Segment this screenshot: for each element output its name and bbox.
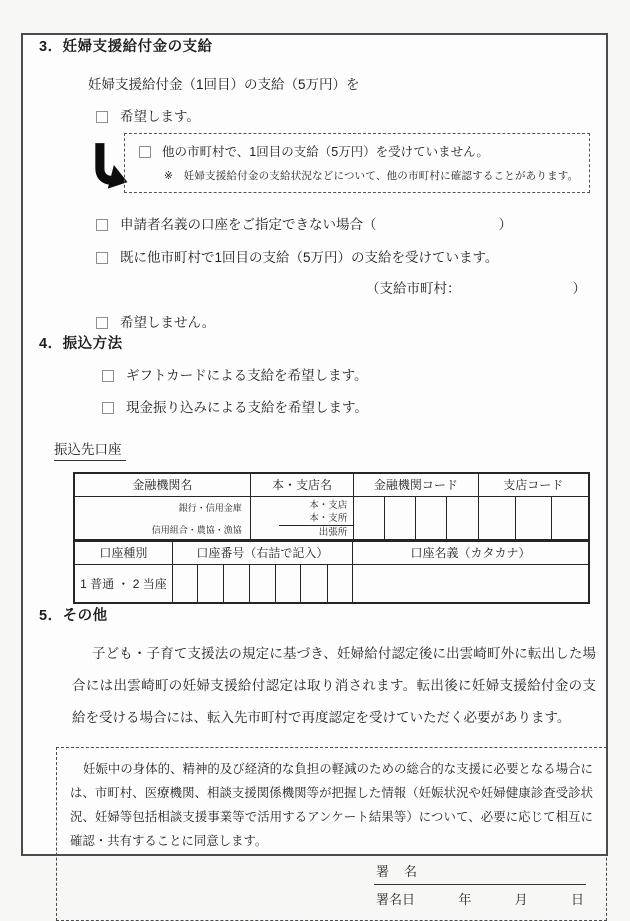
down-right-arrow-icon (90, 136, 128, 202)
account-number-cell-2[interactable] (198, 564, 224, 603)
no-wish-checkbox[interactable] (96, 317, 108, 329)
branch-code-header: 支店コード (478, 473, 589, 496)
bank-account-table (73, 472, 590, 604)
branch-name-header: 本・支店名 (250, 473, 354, 496)
option-already-received-row (96, 249, 590, 267)
bank-type-label-2: 信用組合・農協・漁協 (151, 524, 242, 535)
confirm-box-note: ※ 妊婦支援給付金の支給状況などについて、他の市町村に確認することがあります。 (164, 170, 579, 182)
cash-transfer-label: 現金振り込みによる支給を希望します。 (126, 400, 368, 415)
paying-municipality-row (366, 280, 590, 298)
transfer-account-title: 振込先口座 (54, 438, 126, 461)
account-number-cell-3[interactable] (224, 564, 249, 603)
branch-code-cell-1[interactable] (478, 496, 515, 540)
bank-code-header: 金融機関コード (354, 473, 478, 496)
signature-date-field[interactable] (374, 885, 586, 908)
bank-table-bottom (73, 540, 590, 604)
option-no-account-row (96, 216, 590, 234)
consent-box (56, 747, 607, 921)
signature-date-day: 日 (570, 892, 584, 907)
signature-block (374, 861, 586, 908)
option-cash-row (102, 399, 590, 417)
account-type-header: 口座種別 (74, 541, 172, 564)
signature-name-field[interactable] (374, 861, 586, 885)
paying-municipality-label: （支給市町村： (366, 281, 461, 296)
wish-checkbox[interactable] (96, 111, 108, 123)
no-other-payment-row (139, 143, 579, 161)
account-number-cell-6[interactable] (301, 564, 327, 603)
signature-name-label: 署 名 (376, 864, 419, 879)
bank-name-header: 金融機関名 (74, 473, 250, 496)
account-number-header: 口座番号（右詰で記入） (172, 541, 352, 564)
account-holder-header: 口座名義（カタカナ） (352, 541, 589, 564)
no-other-payment-checkbox[interactable] (139, 146, 151, 158)
bank-code-cell-4[interactable] (447, 496, 478, 540)
account-number-cell-1[interactable] (172, 564, 197, 603)
branch-type-label-1: 本・支店 (309, 499, 348, 511)
account-holder-input-cell[interactable] (352, 564, 589, 603)
already-received-label: 既に他市町村で1回目の支給（5万円）の支給を受けています。 (120, 250, 499, 265)
section4-heading: 4．振込方法 (39, 336, 123, 352)
no-wish-label: 希望しません。 (120, 315, 216, 330)
account-number-cell-4[interactable] (249, 564, 275, 603)
no-other-payment-confirm-box (124, 133, 590, 193)
account-type-options-cell[interactable]: 1 普通 ・ 2 当座 (74, 564, 172, 603)
already-received-checkbox[interactable] (96, 252, 108, 264)
branch-type-label-2: 本・支所 (309, 512, 348, 524)
bank-code-cell-1[interactable] (354, 496, 385, 540)
paying-municipality-paren: ） (572, 281, 586, 296)
wish-label: 希望します。 (120, 109, 200, 124)
giftcard-checkbox[interactable] (102, 370, 114, 382)
bank-type-label-1: 銀行・信用金庫 (178, 502, 242, 513)
bank-name-input-cell[interactable] (74, 496, 250, 540)
branch-code-cell-2[interactable] (515, 496, 552, 540)
branch-name-input-cell[interactable] (250, 496, 354, 540)
form-frame (21, 33, 608, 907)
section3-intro: 妊婦支援給付金（1回目）の支給（5万円）を (88, 77, 360, 92)
account-number-cell-7[interactable] (327, 564, 352, 603)
account-number-cell-5[interactable] (276, 564, 301, 603)
signature-date-year: 年 (458, 892, 472, 907)
section5-paragraph: 子ども・子育て支援法の規定に基づき、妊婦給付認定後に出雲崎町外に転出した場合には出雲崎町の妊婦支援給付認定は取り消されます。転出後に妊婦支援給付金の支給を受ける場合には、転入先市町村で再度認定を受けていただく必要があります。 (72, 646, 596, 725)
option-wish-row (96, 108, 590, 126)
confirm-box-wrap (90, 133, 590, 202)
signature-date-label: 署名日 (376, 892, 416, 907)
no-account-label: 申請者名義の口座をご指定できない場合（ ） (120, 217, 512, 232)
consent-paragraph: 妊娠中の身体的、精神的及び経済的な負担の軽減のための総合的な支援に必要となる場合には、市町村、医療機関、相談支援関係機関等が把握した情報（妊娠状況や妊婦健康診査受診状況、妊婦等包括相談支援事業等で活用するアンケート結果等）について、必要に応じて相互に確認・共有することに同意します。 (70, 762, 593, 848)
bank-code-cell-2[interactable] (385, 496, 416, 540)
section5-heading: 5．その他 (39, 608, 108, 624)
no-other-payment-label: 他の市町村で、1回目の支給（5万円）を受けていません。 (162, 145, 489, 159)
bank-code-cell-3[interactable] (416, 496, 447, 540)
branch-type-label-3: 出張所 (279, 525, 353, 539)
option-giftcard-row (102, 367, 590, 385)
no-account-checkbox[interactable] (96, 219, 108, 231)
signature-date-month: 月 (514, 892, 528, 907)
section3-heading: 3．妊婦支援給付金の支給 (39, 39, 213, 55)
option-no-wish-row (96, 314, 590, 332)
bank-table-top (73, 472, 590, 541)
cash-transfer-checkbox[interactable] (102, 402, 114, 414)
giftcard-label: ギフトカードによる支給を希望します。 (126, 368, 368, 383)
branch-code-cell-3[interactable] (552, 496, 589, 540)
